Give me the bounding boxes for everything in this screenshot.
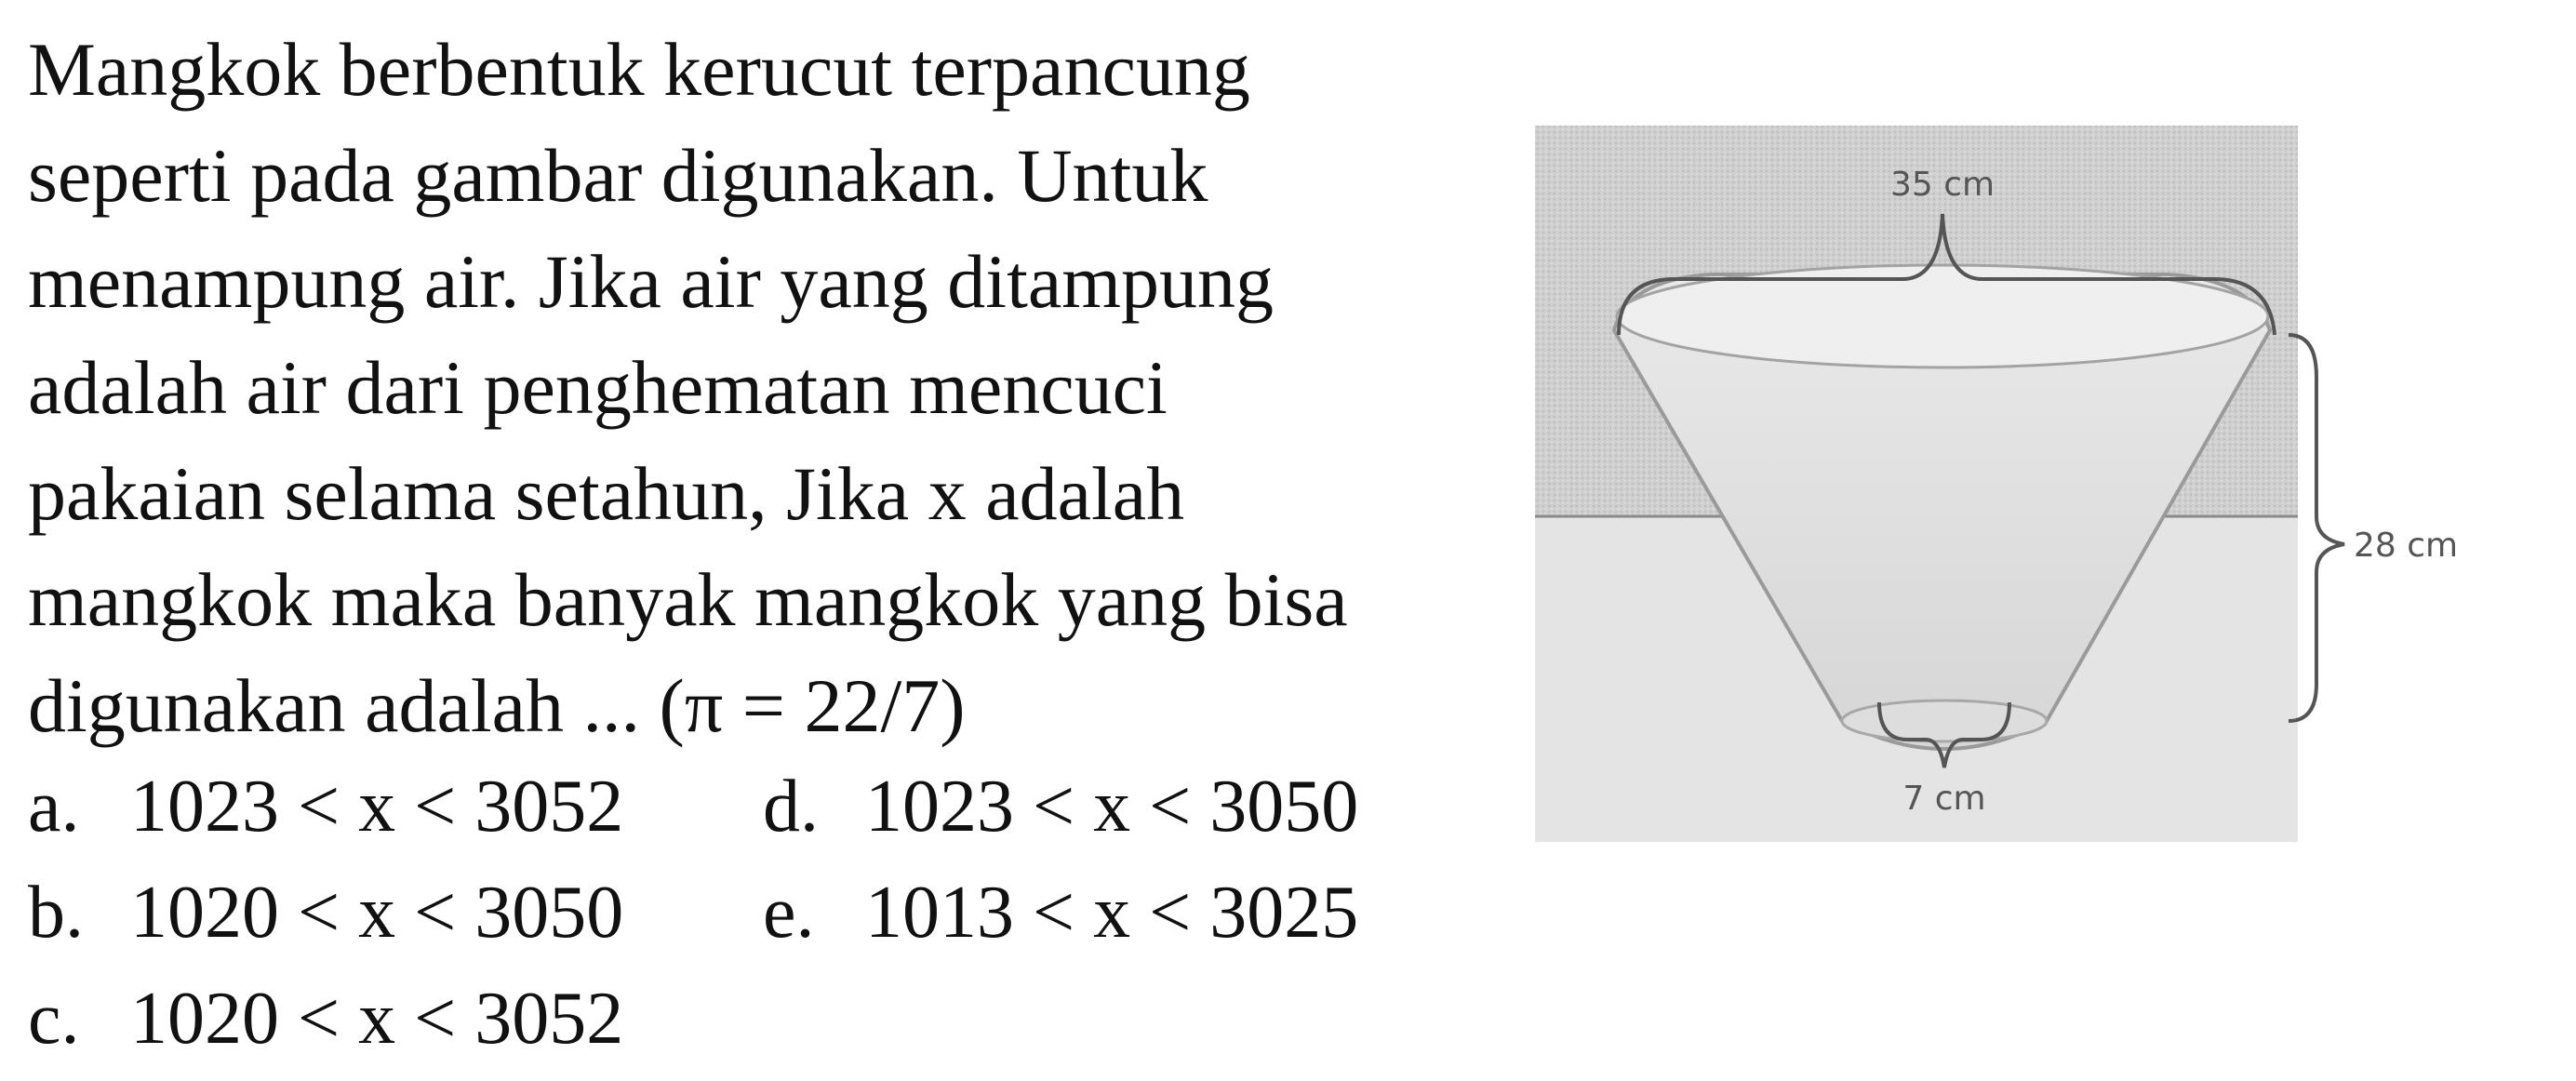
option-a[interactable] [28, 765, 623, 849]
bottom-diameter-label: 7 cm [1902, 780, 1986, 818]
bowl-figure [1526, 126, 2558, 851]
question-line: mangkok maka banyak mangkok yang bisa [28, 557, 1348, 642]
option-letter: c. [28, 978, 80, 1060]
option-b[interactable] [28, 871, 623, 955]
question-line: menampung air. Jika air yang ditampung [28, 239, 1275, 324]
option-text: 1013 < x < 3025 [865, 872, 1359, 954]
question-line: digunakan adalah ... (π = 22/7) [28, 663, 966, 748]
bowl-illustration [1526, 126, 2558, 851]
question-text [28, 17, 1479, 759]
option-d[interactable] [763, 765, 1358, 849]
question-line: adalah air dari penghematan mencuci [28, 345, 1168, 430]
option-letter: d. [763, 766, 819, 847]
option-c[interactable] [28, 977, 623, 1061]
question-line: seperti pada gambar digunakan. Untuk [28, 133, 1208, 218]
option-letter: e. [763, 872, 815, 954]
height-label: 28 cm [2354, 527, 2459, 565]
option-text: 1023 < x < 3050 [865, 766, 1359, 847]
option-text: 1020 < x < 3050 [130, 872, 624, 954]
top-diameter-label: 35 cm [1889, 166, 1995, 204]
option-letter: a. [28, 766, 80, 847]
bowl-base [1842, 701, 2047, 741]
option-letter: b. [28, 872, 84, 954]
question-line: Mangkok berbentuk kerucut terpancung [28, 27, 1250, 112]
question-line: pakaian selama setahun, Jika x adalah [28, 451, 1185, 536]
option-text: 1020 < x < 3052 [130, 978, 624, 1060]
option-text: 1023 < x < 3052 [130, 766, 624, 847]
option-e[interactable] [763, 871, 1358, 955]
